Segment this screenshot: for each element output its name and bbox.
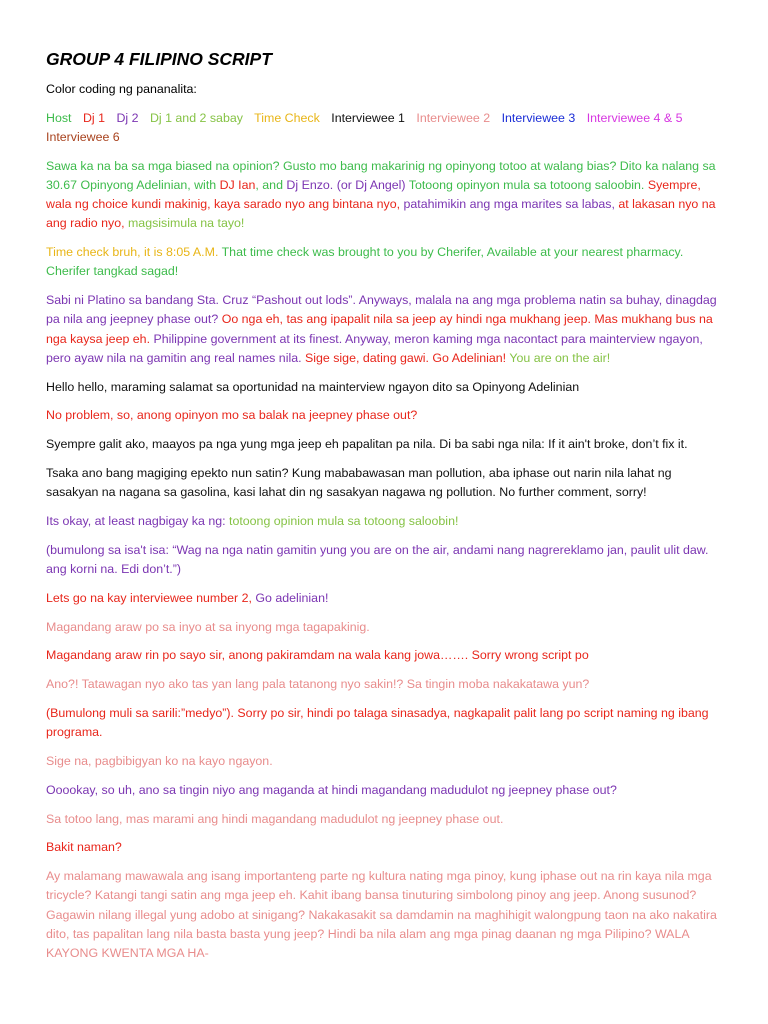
line-dj1: Syempre, wala ng choice kundi makinig, kaya sarado nyo ang bintana nyo, — [46, 178, 701, 212]
line-dj2: patahimikin ang mga marites sa labas, — [403, 197, 619, 212]
line-dj2: (bumulong sa isa't isa: “Wag na nga natin gamitin yung you are on the air, andami nang nagrereklamo jan, paulit ulit daw. ang korni na. Edi don’t.”) — [46, 542, 709, 576]
line-dj1: at lakasan nyo na ang radio nyo, — [46, 197, 716, 231]
script-paragraph — [46, 541, 726, 579]
script-paragraph — [46, 589, 726, 608]
script-paragraph — [46, 646, 726, 665]
line-dj2: Sabi ni Platino sa bandang Sta. Cruz “Pashout out lods”. Anyways, malala na ang mga problema natin sa buhay, dinagdag pa nila ang jeepney phase out? — [46, 293, 717, 327]
script-paragraph — [46, 810, 726, 829]
line-dj1: Sige sige, dating gawi. Go Adelinian! — [304, 350, 510, 365]
line-i2: Ay malamang mawawala ang isang importanteng parte ng kultura nating mga pinoy, kung iphase out na rin kaya nila mga tricycle? Katangi tangi satin ang mga jeep eh. Kahit ibang bansa tinuturing simbolong pinoy ang jeep. Anong susunod? Gagawin nilang illegal yung adobo at sinigang? Nakakasakit sa damdamin na maghihigit walongpung taon na ako nakatira dito, tas papalitan lang nila basta basta yung jeep? Hindi ba nila alam ang mga pinag daanan ng mga Pilipino? WALA KAYONG KWENTA MGA HA- — [46, 869, 717, 960]
line-i2: Magandang araw po sa inyo at sa inyong mga tagapakinig. — [46, 619, 370, 634]
line-dj1: Lets go na kay interviewee number 2, — [46, 590, 256, 605]
line-i1: Tsaka ano bang magiging epekto nun satin? Kung mababawasan man pollution, aba iphase out narin nila lahat ng sasakyan na nagana sa gasolina, kasi lahat din ng sasakyan nagawa ng pollution. No further comment, sorry! — [46, 466, 672, 500]
line-dj1: Oo nga eh, tas ang ipapalit nila sa jeep ay hindi nga mukhang jeep. Mas mukhang bus na nga kaysa jeep eh. — [46, 312, 713, 346]
line-dj1: (Bumulong muli sa sarili:”medyo”). Sorry po sir, hindi po talaga sinasadya, nagkapalit palit lang po script naming ng ibang programa. — [46, 705, 709, 740]
line-dj2: Its okay, at least nagbigay ka ng: — [46, 514, 229, 528]
color-coding-intro: Color coding ng pananalita: — [46, 82, 197, 96]
legend-dj-both: Dj 1 and 2 sabay — [149, 110, 243, 125]
line-dj2: Go adelinian! — [255, 590, 329, 605]
line-host: , and — [255, 178, 287, 192]
color-legend — [46, 109, 726, 147]
script-body — [46, 157, 726, 963]
legend-dj1: Dj 1 — [82, 110, 105, 125]
legend-time-check: Time Check — [254, 110, 320, 125]
script-paragraph — [46, 406, 726, 425]
script-paragraph — [46, 867, 726, 963]
legend-interviewee-2: Interviewee 2 — [416, 110, 491, 125]
line-host: Sawa ka na ba sa mga biased na opinion? Gusto mo bang makarinig ng opinyong totoo at walang bias? Dito ka nalang sa 30.67 Opinyong Adelinian, with — [46, 158, 716, 192]
line-i2: Sa totoo lang, mas marami ang hindi magandang madudulot ng jeepney phase out. — [46, 811, 504, 826]
line-host: That time check was brought to you by Cherifer, Available at your nearest pharmacy. Cherifer tangkad sagad! — [46, 245, 684, 279]
script-paragraph — [46, 512, 726, 531]
script-paragraph — [46, 752, 726, 771]
line-i1: Syempre galit ako, maayos pa nga yung mga jeep eh papalitan pa nila. Di ba sabi nga nila: If it ain't broke, don’t fix it. — [46, 437, 688, 452]
line-dj2: Ooookay, so uh, ano sa tingin niyo ang maganda at hindi magandang madudulot ng jeepney phase out? — [46, 782, 617, 797]
line-dj1: Magandang araw rin po sayo sir, anong pakiramdam na wala kang jowa……. Sorry wrong script po — [46, 648, 589, 663]
legend-interviewee-4-5: Interviewee 4 & 5 — [586, 110, 683, 125]
script-paragraph — [46, 291, 726, 368]
legend-interviewee-3: Interviewee 3 — [501, 110, 576, 125]
line-both: You are on the air! — [509, 350, 611, 365]
script-paragraph — [46, 464, 726, 502]
script-paragraph — [46, 157, 726, 234]
script-paragraph — [46, 704, 726, 742]
line-i2: Sige na, pagbibigyan ko na kayo ngayon. — [46, 753, 273, 768]
script-paragraph — [46, 435, 726, 454]
line-i2: Ano?! Tatawagan nyo ako tas yan lang pala tatanong nyo sakin!? Sa tingin moba nakakatawa yun? — [46, 677, 590, 692]
script-paragraph — [46, 781, 726, 800]
document — [46, 48, 726, 973]
line-dj1: No problem, so, anong opinyon mo sa balak na jeepney phase out? — [46, 408, 418, 423]
line-i1: Hello hello, maraming salamat sa oportunidad na mainterview ngayon dito sa Opinyong Adelinian — [46, 379, 580, 394]
line-both: totoong opinion mula sa totoong saloobin! — [229, 514, 459, 528]
line-dj1: Bakit naman? — [46, 840, 122, 855]
line-dj2: Dj Enzo. (or Dj Angel) — [286, 178, 406, 192]
legend-host: Host — [46, 110, 72, 125]
document-title: GROUP 4 FILIPINO SCRIPT — [46, 49, 272, 69]
line-both: magsisimula na tayo! — [127, 216, 245, 231]
legend-interviewee-6: Interviewee 6 — [46, 130, 120, 144]
script-paragraph — [46, 243, 726, 281]
legend-dj2: Dj 2 — [116, 110, 139, 125]
line-time: Time check bruh, it is 8:05 A.M. — [46, 245, 222, 260]
script-paragraph — [46, 618, 726, 637]
line-dj1: DJ Ian — [219, 178, 256, 192]
legend-interviewee-1: Interviewee 1 — [331, 110, 405, 125]
script-paragraph — [46, 675, 726, 694]
script-paragraph — [46, 838, 726, 857]
script-paragraph — [46, 378, 726, 397]
line-host: Totoong opinyon mula sa totoong saloobin. — [405, 178, 648, 192]
line-dj2: Philippine government at its finest. Anyway, meron kaming mga nacontact para mainterview ngayon, pero ayaw nila na gamitin ang real names nila. — [46, 331, 703, 365]
